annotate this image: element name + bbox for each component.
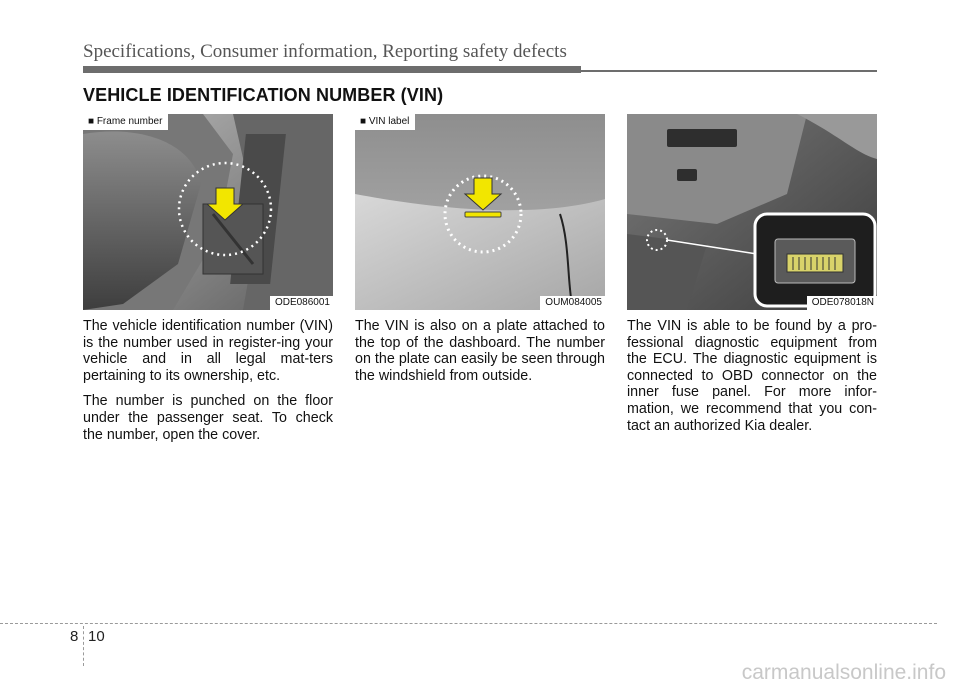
photo-code: ODE078018N — [807, 296, 877, 310]
running-header: Specifications, Consumer information, Reporting safety defects — [83, 41, 567, 62]
column-1 — [83, 318, 333, 452]
obd-connector-illustration — [627, 114, 877, 310]
paragraph: The number is punched on the floor under the passenger seat. To check the number, open the cover. — [83, 393, 333, 443]
photo-code: OUM084005 — [540, 296, 605, 310]
vin-label-photo — [355, 114, 605, 310]
section-number: 8 — [70, 628, 79, 645]
frame-number-illustration — [83, 114, 333, 310]
paragraph: The VIN is also on a plate attached to the top of the dashboard. The number on the plate can easily be seen through the windshield from outside. — [355, 318, 605, 384]
header-rule — [83, 66, 581, 73]
obd-connector-photo — [627, 114, 877, 310]
column-3 — [627, 318, 877, 443]
photo-caption: ■ VIN label — [355, 114, 415, 130]
frame-number-photo — [83, 114, 333, 310]
footer-rule — [0, 623, 937, 624]
page-number: 10 — [88, 628, 105, 645]
section-title: VEHICLE IDENTIFICATION NUMBER (VIN) — [83, 85, 444, 105]
header-rule-thin — [581, 70, 877, 72]
paragraph: The VIN is able to be found by a pro-fessional diagnostic equipment from the ECU. The diagnostic equipment is connected to OBD connector on the inner fuse panel. For more infor-mation, we recommend that you con-tact an authorized Kia dealer. — [627, 318, 877, 434]
vin-label-illustration — [355, 114, 605, 310]
photo-code: ODE086001 — [270, 296, 333, 310]
footer-divider — [83, 626, 84, 666]
photo-caption: ■ Frame number — [83, 114, 168, 130]
paragraph: The vehicle identification number (VIN) is the number used in register-ing your vehicle and in all legal mat-ters pertaining to its ownership, etc. — [83, 318, 333, 384]
watermark: carmanualsonline.info — [741, 661, 946, 684]
column-2 — [355, 318, 605, 393]
